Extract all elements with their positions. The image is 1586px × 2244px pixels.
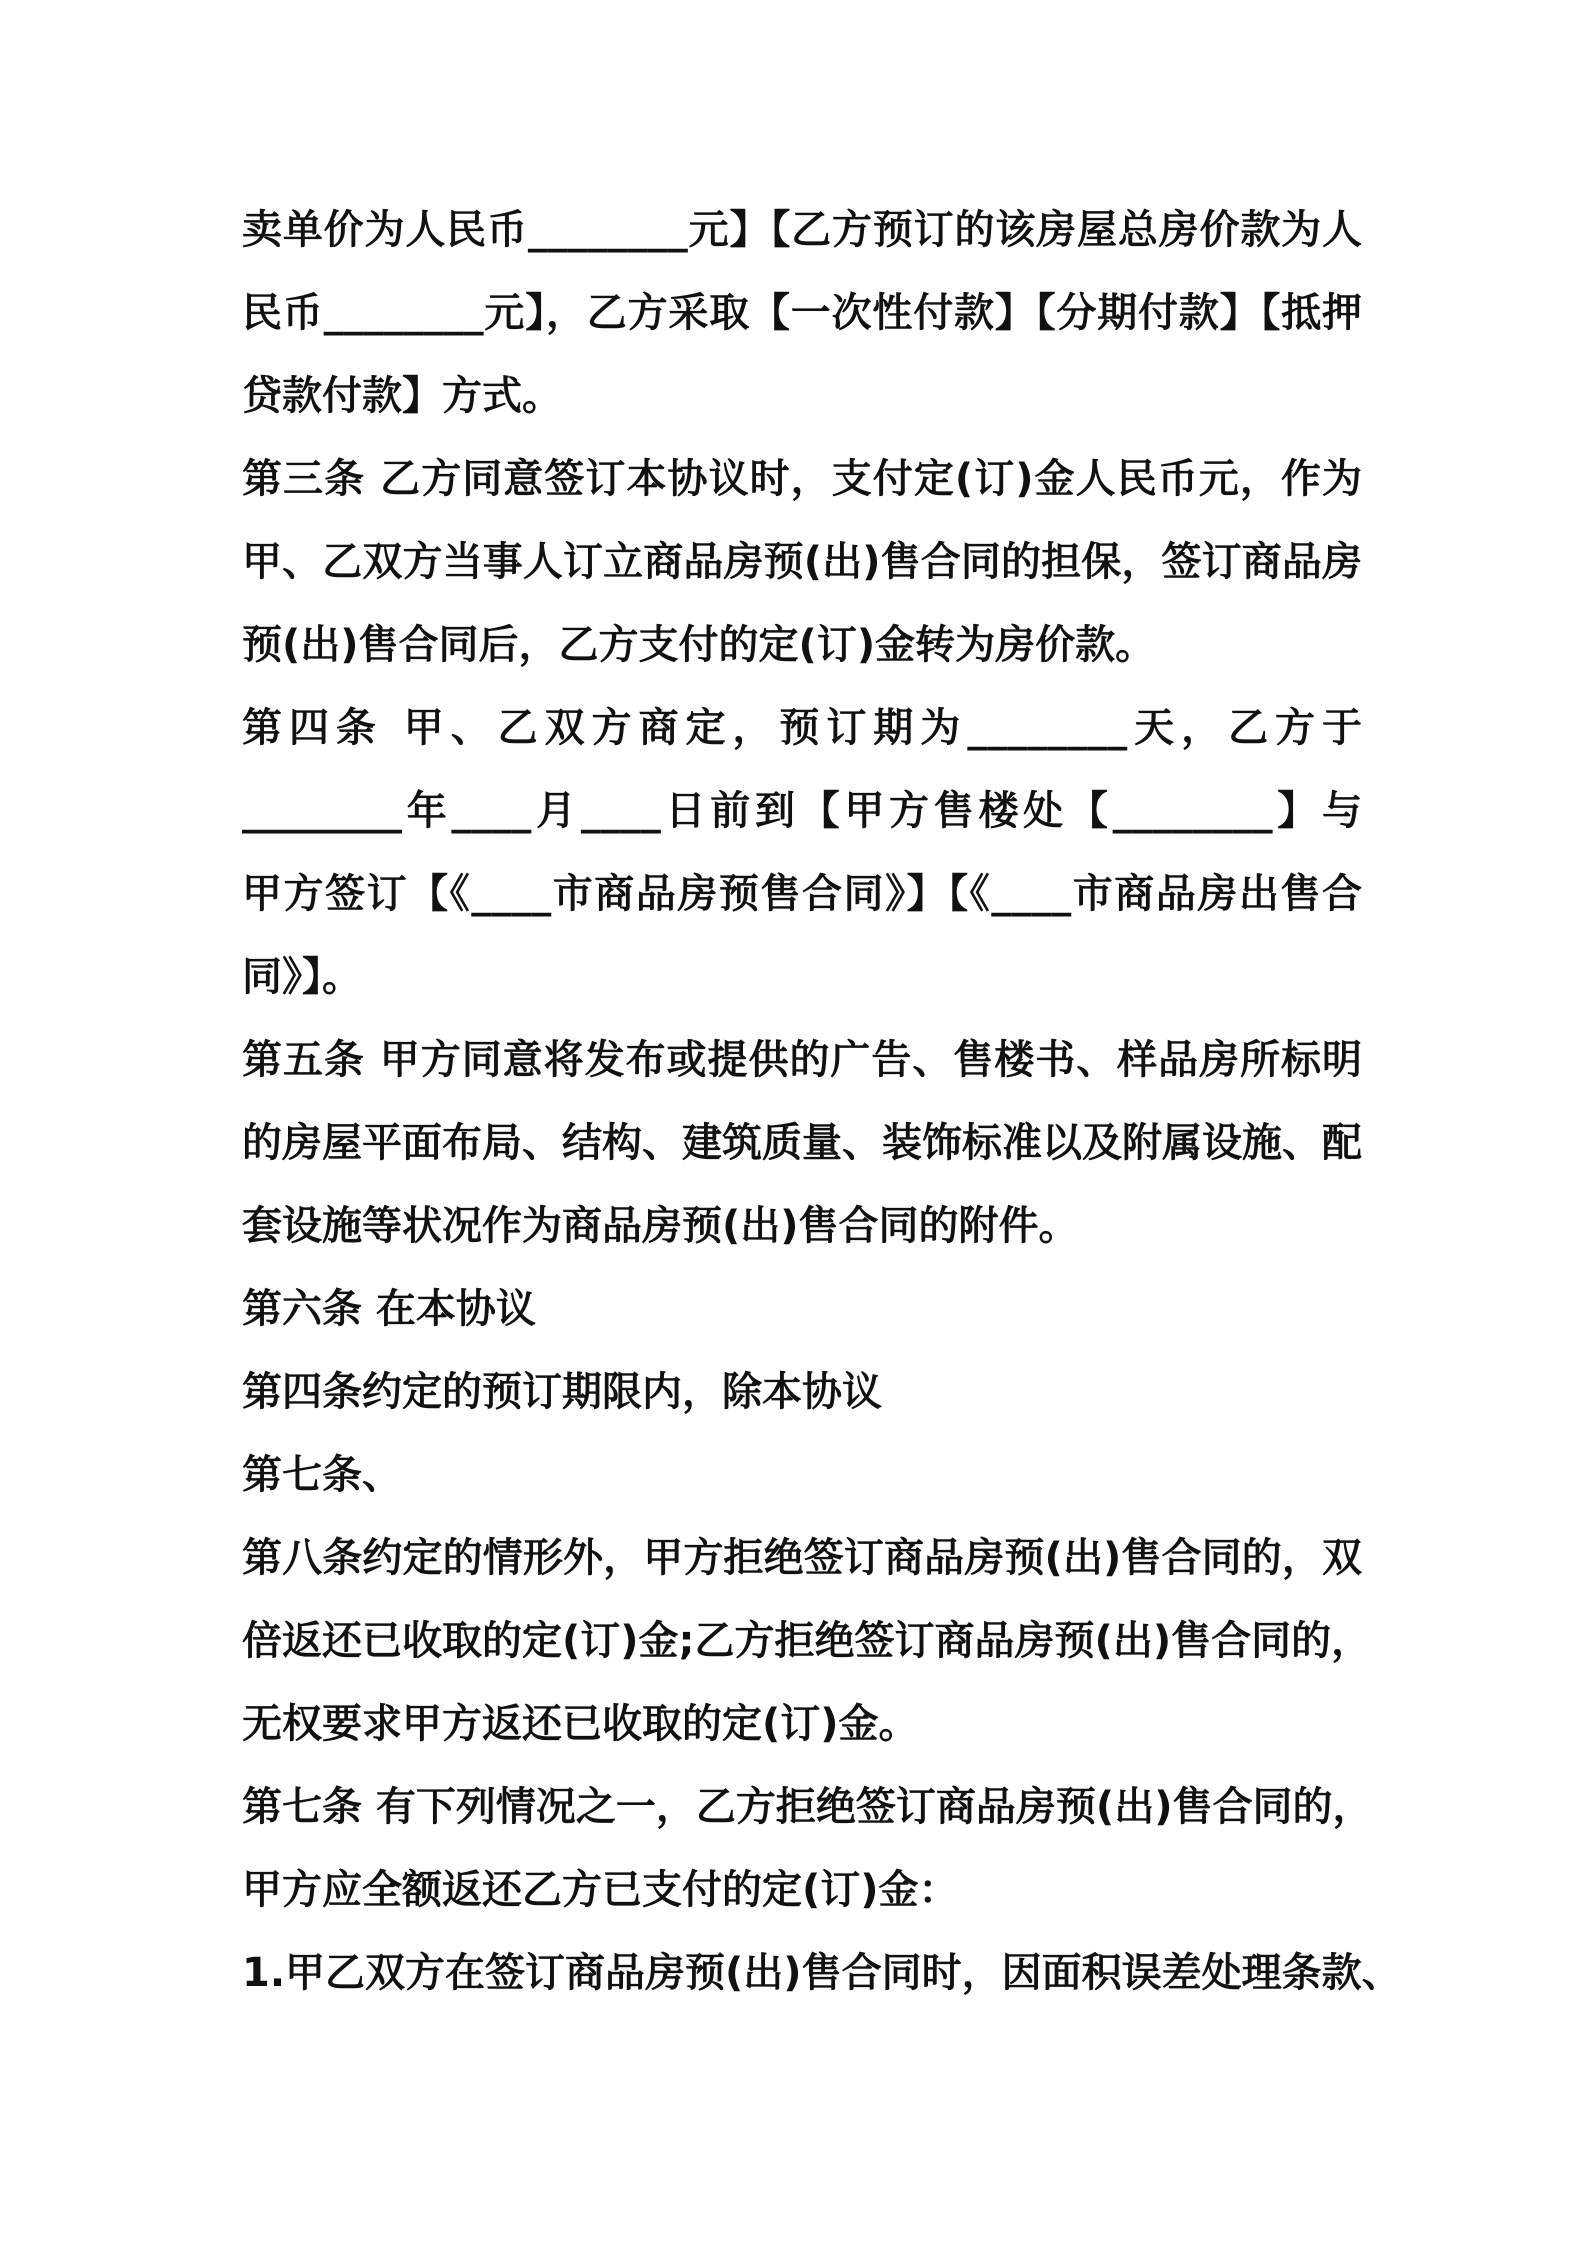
article-4-line-1: 第四条 甲、乙双方商定，预订期为________天，乙方于 <box>242 705 1362 751</box>
article-4-line-2: ________年____月____日前到【甲方售楼处【________】与 <box>242 788 1362 834</box>
article-6-line-6: 无权要求甲方返还已收取的定(订)金。 <box>242 1701 919 1747</box>
article-5-line-2: 的房屋平面布局、结构、建筑质量、装饰标准以及附属设施、配 <box>242 1120 1362 1166</box>
article-6-line-3: 第七条、 <box>242 1452 402 1498</box>
article-3-line-3: 预(出)售合同后，乙方支付的定(订)金转为房价款。 <box>242 622 1156 668</box>
text-line-3: 贷款付款】方式。 <box>242 373 562 419</box>
article-6-line-5: 倍返还已收取的定(订)金;乙方拒绝签订商品房预(出)售合同的， <box>242 1618 1372 1664</box>
article-6-line-2: 第四条约定的预订期限内，除本协议 <box>242 1369 882 1415</box>
article-5-line-1: 第五条 甲方同意将发布或提供的广告、售楼书、样品房所标明 <box>242 1037 1362 1083</box>
article-5-line-3: 套设施等状况作为商品房预(出)售合同的附件。 <box>242 1203 1079 1249</box>
article-6-line-4: 第八条约定的情形外，甲方拒绝签订商品房预(出)售合同的，双 <box>242 1535 1362 1581</box>
text-line-1: 卖单价为人民币________元】【乙方预订的该房屋总房价款为人 <box>242 207 1362 253</box>
article-3-line-1: 第三条 乙方同意签订本协议时，支付定(订)金人民币元，作为 <box>242 456 1362 502</box>
article-4-line-4: 同》】。 <box>242 954 362 1000</box>
article-7-line-2: 甲方应全额返还乙方已支付的定(订)金： <box>242 1867 959 1913</box>
article-7-line-1: 第七条 有下列情况之一，乙方拒绝签订商品房预(出)售合同的， <box>242 1784 1373 1830</box>
text-line-2: 民币________元】，乙方采取【一次性付款】【分期付款】【抵押 <box>242 290 1362 336</box>
article-7-item-1: 1.甲乙双方在签订商品房预(出)售合同时，因面积误差处理条款、 <box>242 1950 1402 1996</box>
article-3-line-2: 甲、乙双方当事人订立商品房预(出)售合同的担保，签订商品房 <box>242 539 1362 585</box>
article-6-line-1: 第六条 在本协议 <box>242 1286 536 1332</box>
article-4-line-3: 甲方签订【《____市商品房预售合同》】【《____市商品房出售合 <box>242 871 1362 917</box>
document-body <box>242 200 1402 2026</box>
